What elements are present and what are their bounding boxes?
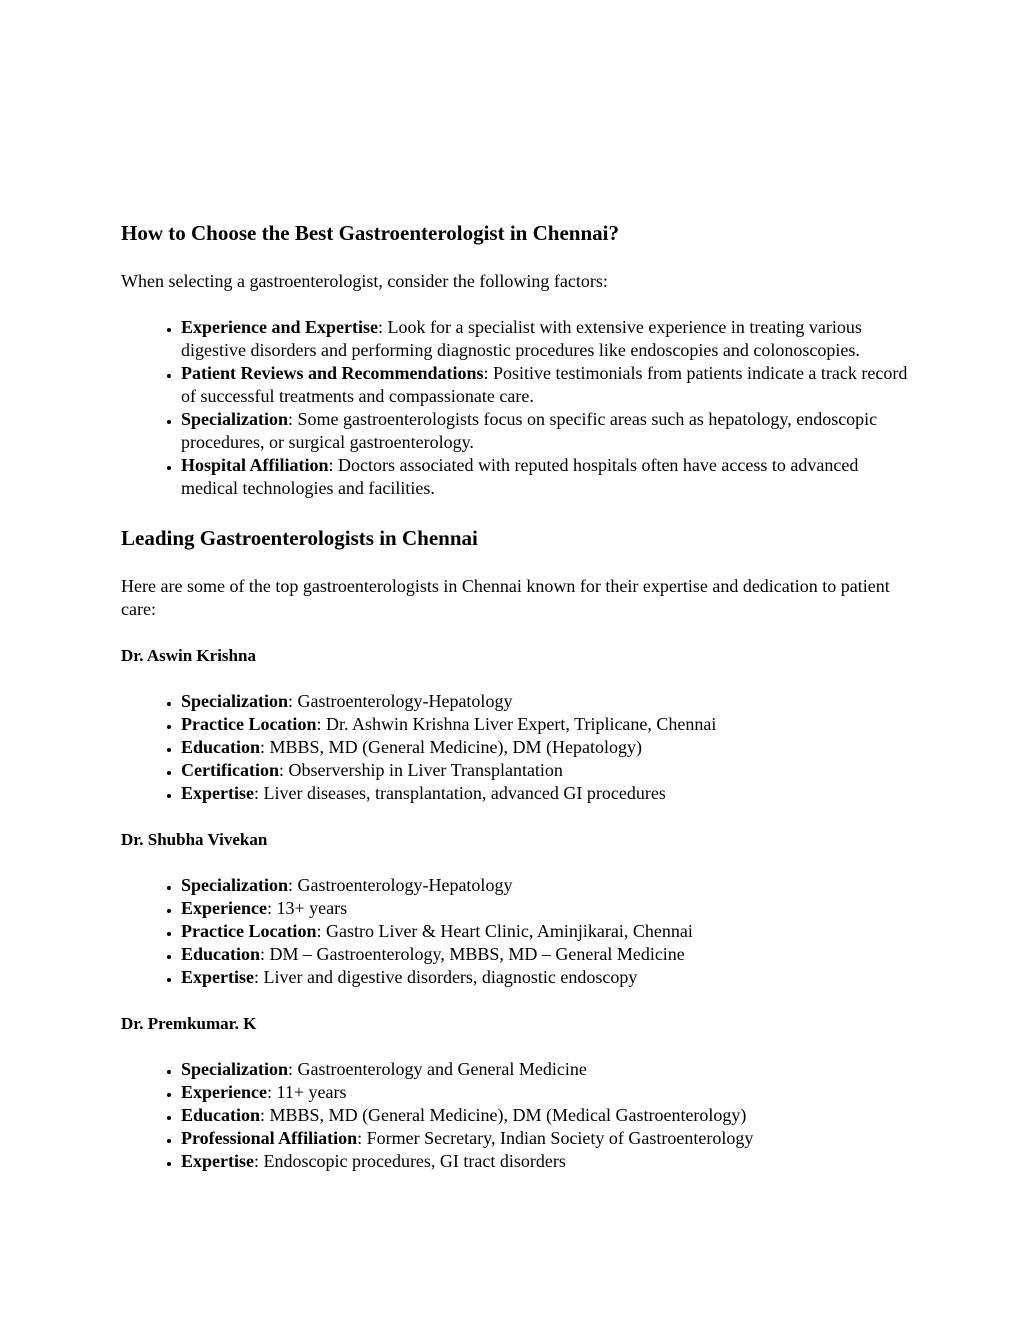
item-label: Specialization [181,875,288,895]
list-item [181,966,911,989]
item-text: : Gastroenterology and General Medicine [288,1059,587,1079]
item-text: : 11+ years [266,1082,347,1102]
item-label: Hospital Affiliation [181,455,329,475]
list-item [181,454,911,500]
list-item [181,713,911,736]
doctor-name: Dr. Shubha Vivekan [121,830,268,849]
list-item [181,408,911,454]
item-label: Experience and Expertise [181,317,378,337]
item-label: Education [181,737,261,757]
factors-list [121,316,911,500]
item-text: : Former Secretary, Indian Society of Gastroenterology [357,1128,754,1148]
item-label: Practice Location [181,921,317,941]
item-text: : Gastroenterology-Hepatology [288,691,513,711]
list-item [181,943,911,966]
list-item [181,920,911,943]
document-content [121,218,911,1173]
item-label: Expertise [181,1151,254,1171]
item-label: Specialization [181,691,288,711]
item-text: : Positive testimonials from patients indicate a track record of successful treatments and compassionate care. [181,363,908,406]
item-label: Expertise [181,783,254,803]
item-label: Specialization [181,409,288,429]
list-item [181,736,911,759]
list-item [181,1150,911,1173]
list-item [181,897,911,920]
item-text: : Observership in Liver Transplantation [278,760,563,780]
item-label: Expertise [181,967,254,987]
list-item [181,1058,911,1081]
list-item [181,690,911,713]
list-item [181,782,911,805]
item-text: : Liver diseases, transplantation, advanced GI procedures [253,783,666,803]
item-text: : DM – Gastroenterology, MBBS, MD – General Medicine [260,944,685,964]
item-label: Experience [181,898,267,918]
item-text: : MBBS, MD (General Medicine), DM (Medical Gastroenterology) [260,1105,747,1125]
section-intro-leading: Here are some of the top gastroenterologists in Chennai known for their expertise and dedication to patient care: [121,576,890,619]
doctor-details-list [121,690,911,805]
doctor-name: Dr. Aswin Krishna [121,646,256,665]
item-label: Specialization [181,1059,288,1079]
list-item [181,874,911,897]
list-item [181,1104,911,1127]
list-item [181,1081,911,1104]
doctor-details-list [121,1058,911,1173]
item-text: : Gastro Liver & Heart Clinic, Aminjikarai, Chennai [316,921,693,941]
item-label: Patient Reviews and Recommendations [181,363,484,383]
item-text: : Some gastroenterologists focus on specific areas such as hepatology, endoscopic procedures, or surgical gastroenterology. [181,409,878,452]
item-text: : 13+ years [266,898,348,918]
item-label: Education [181,1105,261,1125]
section-heading-leading: Leading Gastroenterologists in Chennai [121,526,478,550]
item-label: Practice Location [181,714,317,734]
list-item [181,1127,911,1150]
item-text: : Doctors associated with reputed hospitals often have access to advanced medical technologies and facilities. [181,455,859,498]
doctor-name: Dr. Premkumar. K [121,1014,257,1033]
item-label: Certification [181,760,279,780]
item-label: Education [181,944,261,964]
item-text: : Gastroenterology-Hepatology [288,875,513,895]
item-text: : Endoscopic procedures, GI tract disorders [253,1151,566,1171]
item-text: : MBBS, MD (General Medicine), DM (Hepatology) [260,737,642,757]
item-label: Professional Affiliation [181,1128,358,1148]
item-text: : Look for a specialist with extensive experience in treating various digestive disorders and performing diagnostic procedures like endoscopies and colonoscopies. [181,317,862,360]
list-item [181,759,911,782]
list-item [181,316,911,362]
section-intro-choose: When selecting a gastroenterologist, consider the following factors: [121,271,608,291]
item-text: : Liver and digestive disorders, diagnostic endoscopy [253,967,638,987]
item-label: Experience [181,1082,267,1102]
doctor-details-list [121,874,911,989]
list-item [181,362,911,408]
item-text: : Dr. Ashwin Krishna Liver Expert, Triplicane, Chennai [316,714,717,734]
section-heading-choose: How to Choose the Best Gastroenterologist in Chennai? [121,221,619,245]
